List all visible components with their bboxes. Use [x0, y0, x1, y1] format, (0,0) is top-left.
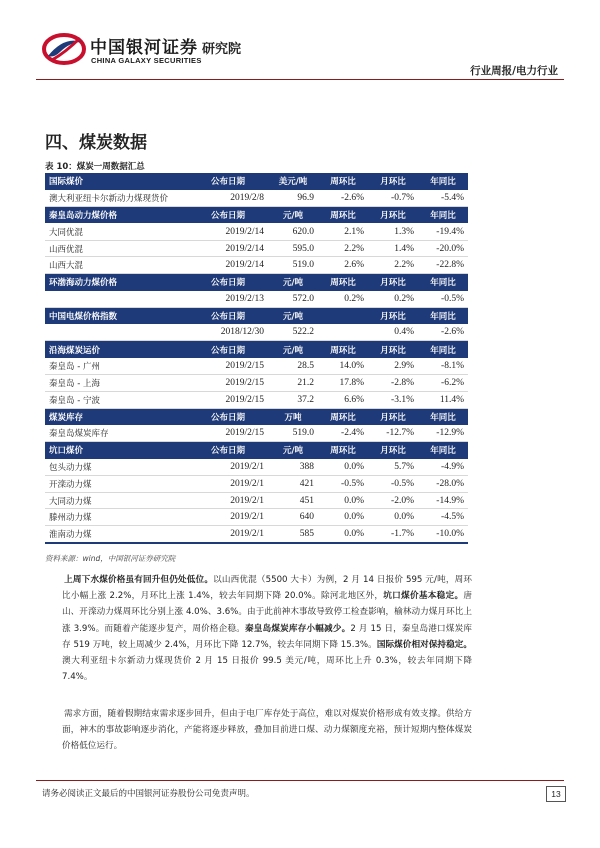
para1-sentence-2: 以山西优混（5500 大卡）为例，2 月 14 日报价 595 元/吨，周环比小幅上涨 2.2%，月环比上涨 1.4%，较去年同期下降 20.0%。除河北地区外，: [62, 575, 472, 602]
table-cell: 2019/2/14: [188, 240, 268, 257]
table-row: [45, 492, 468, 509]
table-cell: 595.0: [268, 240, 318, 257]
table-cell: 2019/2/15: [188, 358, 268, 375]
table-row: [45, 526, 468, 543]
table-cell: 28.5: [268, 358, 318, 375]
table-group-header: [45, 207, 468, 224]
table-cell: [318, 324, 368, 341]
row-label: 秦皇岛 - 广州: [45, 358, 188, 375]
column-header: 年同比: [418, 207, 468, 224]
table-cell: -2.6%: [318, 190, 368, 207]
table-cell: 2.1%: [318, 223, 368, 240]
table-cell: 2019/2/1: [188, 492, 268, 509]
para2-text: 需求方面，随着假期结束需求逐步回升，但由于电厂库存处于高位，难以对煤炭价格形成有效支撑。供给方面，神木的事故影响逐步消化，产能将逐步释放，叠加目前进口煤、动力煤额度充裕，预计短期内整体煤炭价格低位运行。: [62, 709, 472, 752]
table-cell: -20.0%: [418, 240, 468, 257]
table-group-header: [45, 307, 468, 324]
column-header: 月环比: [368, 341, 418, 358]
table-cell: 17.8%: [318, 375, 368, 392]
table-source: 资料来源：wind，中国银河证券研究院: [45, 554, 176, 563]
table-row: [45, 375, 468, 392]
table-row: [45, 240, 468, 257]
table-cell: 5.7%: [368, 459, 418, 476]
column-header: 周环比: [318, 207, 368, 224]
table-cell: 37.2: [268, 391, 318, 408]
table-caption: 表 10：煤炭一周数据汇总: [45, 162, 145, 172]
column-header: 美元/吨: [268, 173, 318, 190]
column-header: 万吨: [268, 408, 318, 425]
table-cell: -0.5%: [318, 475, 368, 492]
table-cell: 2.6%: [318, 257, 368, 274]
column-header: 公布日期: [188, 173, 268, 190]
table-cell: 14.0%: [318, 358, 368, 375]
column-header: 月环比: [368, 307, 418, 324]
table-group-header: [45, 408, 468, 425]
table-cell: -2.6%: [418, 324, 468, 341]
table-cell: 0.2%: [318, 291, 368, 308]
column-header: 元/吨: [268, 207, 318, 224]
column-header: 周环比: [318, 274, 368, 291]
table-cell: -1.7%: [368, 526, 418, 543]
table-cell: 421: [268, 475, 318, 492]
table-cell: -22.8%: [418, 257, 468, 274]
row-label: 大同优混: [45, 223, 188, 240]
column-header: 年同比: [418, 442, 468, 459]
row-label: 包头动力煤: [45, 459, 188, 476]
table-cell: 1.3%: [368, 223, 418, 240]
group-title: 沿海煤炭运价: [45, 341, 188, 358]
paragraph-coal-price: [62, 572, 472, 685]
table-cell: -4.5%: [418, 509, 468, 526]
table-cell: -2.4%: [318, 425, 368, 442]
table-cell: 0.0%: [318, 492, 368, 509]
table-cell: -2.8%: [368, 375, 418, 392]
table-cell: 2019/2/15: [188, 391, 268, 408]
table-row: [45, 223, 468, 240]
row-label: 山西优混: [45, 240, 188, 257]
column-header: 公布日期: [188, 408, 268, 425]
column-header: 元/吨: [268, 442, 318, 459]
table-row: [45, 509, 468, 526]
table-cell: 572.0: [268, 291, 318, 308]
row-label: 澳大利亚纽卡尔新动力煤现货价: [45, 190, 188, 207]
table-cell: 0.0%: [318, 526, 368, 543]
table-cell: -0.5%: [368, 475, 418, 492]
row-label: 大同动力煤: [45, 492, 188, 509]
group-title: 国际煤价: [45, 173, 188, 190]
page-header: [0, 0, 600, 80]
table-cell: 0.0%: [368, 509, 418, 526]
row-label: 秦皇岛 - 上海: [45, 375, 188, 392]
table-cell: 2019/2/1: [188, 509, 268, 526]
group-title: 秦皇岛动力煤价格: [45, 207, 188, 224]
column-header: 月环比: [368, 408, 418, 425]
table-cell: 11.4%: [418, 391, 468, 408]
row-label: 秦皇岛 - 宁波: [45, 391, 188, 408]
column-header: 年同比: [418, 173, 468, 190]
table-cell: 451: [268, 492, 318, 509]
footer-disclaimer: 请务必阅读正文最后的中国银河证券股份公司免责声明。: [42, 789, 255, 799]
row-label: [45, 324, 188, 341]
column-header: 元/吨: [268, 307, 318, 324]
table-cell: -12.9%: [418, 425, 468, 442]
paragraph-outlook: [62, 706, 472, 755]
column-header: 年同比: [418, 341, 468, 358]
column-header: 元/吨: [268, 274, 318, 291]
table-cell: -3.1%: [368, 391, 418, 408]
table-cell: 6.6%: [318, 391, 368, 408]
column-header: 周环比: [318, 408, 368, 425]
table-cell: 1.4%: [368, 240, 418, 257]
table-cell: 2019/2/13: [188, 291, 268, 308]
table-cell: -8.1%: [418, 358, 468, 375]
column-header: 周环比: [318, 442, 368, 459]
table-cell: -6.2%: [418, 375, 468, 392]
table-cell: 2018/12/30: [188, 324, 268, 341]
table-row: [45, 358, 468, 375]
column-header: 公布日期: [188, 207, 268, 224]
table-cell: 2019/2/1: [188, 475, 268, 492]
table-cell: 2.9%: [368, 358, 418, 375]
table-cell: 640: [268, 509, 318, 526]
row-label: 山西大混: [45, 257, 188, 274]
table-row: [45, 425, 468, 442]
column-header: 月环比: [368, 173, 418, 190]
table-cell: -19.4%: [418, 223, 468, 240]
brand-name-cn: 中国银河证券: [90, 38, 198, 58]
column-header: 年同比: [418, 408, 468, 425]
table-row: [45, 291, 468, 308]
table-cell: 519.0: [268, 425, 318, 442]
galaxy-logo-icon: [42, 32, 86, 66]
coal-data-table: [45, 173, 468, 544]
table-cell: 0.0%: [318, 509, 368, 526]
para1-sentence-8: 澳大利亚纽卡尔新动力煤现货价 2 月 15 日报价 99.5 美元/吨，周环比上升 0.3%，较去年同期下降 7.4%。: [62, 656, 472, 683]
group-title: 中国电煤价格指数: [45, 307, 188, 324]
table-cell: 2.2%: [368, 257, 418, 274]
table-cell: -5.4%: [418, 190, 468, 207]
column-header: [318, 307, 368, 324]
footer-rule: [36, 780, 564, 781]
column-header: 月环比: [368, 274, 418, 291]
group-title: 环渤海动力煤价格: [45, 274, 188, 291]
table-row: [45, 459, 468, 476]
table-cell: 585: [268, 526, 318, 543]
group-title: 坑口煤价: [45, 442, 188, 459]
table-cell: 2019/2/1: [188, 459, 268, 476]
table-cell: 96.9: [268, 190, 318, 207]
column-header: 公布日期: [188, 341, 268, 358]
table-cell: 21.2: [268, 375, 318, 392]
column-header: 周环比: [318, 173, 368, 190]
table-cell: -14.9%: [418, 492, 468, 509]
table-cell: -4.9%: [418, 459, 468, 476]
column-header: 公布日期: [188, 442, 268, 459]
column-header: 年同比: [418, 307, 468, 324]
table-cell: -2.0%: [368, 492, 418, 509]
table-cell: -10.0%: [418, 526, 468, 543]
table-cell: 2019/2/15: [188, 375, 268, 392]
para1-sentence-4: 唐山、开滦动力煤周环比分别上涨 4.0%、3.6%。由于此前神木事故导致停工检查影响，榆林动力煤月环比上涨 3.9%。而随着产能逐步复产，周价格企稳。: [62, 591, 472, 634]
table-cell: 0.2%: [368, 291, 418, 308]
group-title: 煤炭库存: [45, 408, 188, 425]
table-cell: -28.0%: [418, 475, 468, 492]
table-cell: 2019/2/14: [188, 223, 268, 240]
table-group-header: [45, 274, 468, 291]
table-cell: -0.7%: [368, 190, 418, 207]
table-cell: 0.4%: [368, 324, 418, 341]
row-label: 滕州动力煤: [45, 509, 188, 526]
section-title: 四、煤炭数据: [45, 133, 147, 153]
row-label: 秦皇岛煤炭库存: [45, 425, 188, 442]
row-label: 开滦动力煤: [45, 475, 188, 492]
para1-sentence-7: 国际煤价相对保持稳定。: [376, 639, 472, 650]
header-rule: [36, 79, 564, 80]
table-group-header: [45, 173, 468, 190]
table-cell: 0.0%: [318, 459, 368, 476]
brand-name-en: CHINA GALAXY SECURITIES: [91, 56, 202, 65]
column-header: 元/吨: [268, 341, 318, 358]
row-label: [45, 291, 188, 308]
table-row: [45, 190, 468, 207]
table-cell: 2019/2/15: [188, 425, 268, 442]
table-cell: 519.0: [268, 257, 318, 274]
column-header: 月环比: [368, 207, 418, 224]
para1-sentence-3: 坑口煤价基本稳定。: [383, 591, 464, 602]
table-group-header: [45, 442, 468, 459]
table-cell: 620.0: [268, 223, 318, 240]
table-group-header: [45, 341, 468, 358]
table-cell: 2019/2/8: [188, 190, 268, 207]
table-row: [45, 324, 468, 341]
para1-sentence-1: 上周下水煤价格虽有回升但仍处低位。: [64, 575, 214, 585]
column-header: 年同比: [418, 274, 468, 291]
para1-sentence-6: 2 月 15 日，秦皇岛港口煤炭库存 519 万吨，较上周减少 2.4%，月环比下降 12.7%，较去年同期下降 15.3%。: [62, 623, 472, 650]
column-header: 周环比: [318, 341, 368, 358]
table-cell: -0.5%: [418, 291, 468, 308]
report-type: 行业周报/电力行业: [470, 65, 558, 77]
table-cell: 2019/2/1: [188, 526, 268, 543]
table-row: [45, 391, 468, 408]
table-cell: 522.2: [268, 324, 318, 341]
table-row: [45, 475, 468, 492]
institute-label: 研究院: [202, 42, 242, 57]
table-cell: 2.2%: [318, 240, 368, 257]
table-cell: 2019/2/14: [188, 257, 268, 274]
page-number: 13: [546, 786, 566, 802]
row-label: 淮南动力煤: [45, 526, 188, 543]
column-header: 公布日期: [188, 274, 268, 291]
para1-sentence-5: 秦皇岛煤炭库存小幅减少。: [245, 623, 351, 634]
table-cell: -12.7%: [368, 425, 418, 442]
table-row: [45, 257, 468, 274]
table-cell: 388: [268, 459, 318, 476]
column-header: 公布日期: [188, 307, 268, 324]
column-header: 月环比: [368, 442, 418, 459]
